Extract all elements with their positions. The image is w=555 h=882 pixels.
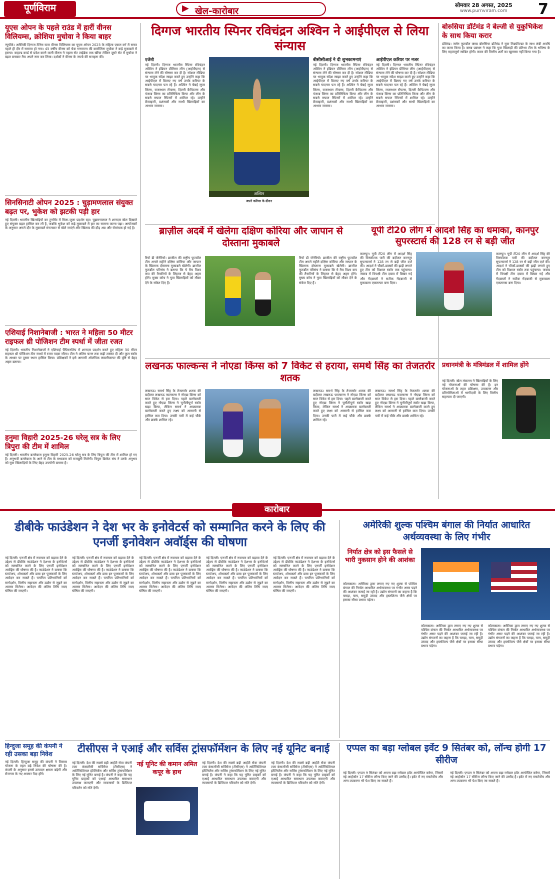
story-dbk-col5: नई दिल्ली। एनर्जी क्षेत्र में नवाचार को बढ़ावा देने के उद्देश्य से डीबीके फाउंडेशन ने देशभर के इनोवेटर्स को सम्मानित करने के लिए एनर्जी इनोवेशन अवॉर्ड्स की घोषणा की है। फाउंडेशन ने बताया कि स्टार्टअप, शोधकर्ता और छात्र इन पुरस्कारों के लिए आवेदन कर सकते हैं। चयनित प्रतिभागियों को मार्गदर्शन, वित्तीय सहायता और उद्योग से जुड़ने का अवसर मिलेगा। आवेदन की अंतिम तिथि जल्द घोषित की जाएगी। (273, 556, 335, 593)
story-lucknow-body2: लखनऊ। समर्थ सिंह के तेजतर्रार शतक की बदौलत लखनऊ फाल्कन्स ने नोएडा किंग्स को सात विकेट से हरा दिया। पहले बल्लेबाजी करते हुए नोएडा किंग्स ने चुनौतीपूर्ण स्कोर खड़ा किया, लेकिन समर्थ ने आक्रामक बल्लेबाजी करते हुए लक्ष्य को आसानी से हासिल करा दिया। उनकी पारी में कई चौके और छक्के शामिल रहे। (313, 389, 371, 422)
story-venus-body: न्यूयॉर्क। अमेरिकी दिग्गज टेनिस स्टार वीनस विलियम्स का यूएस ओपन 2025 के महिला एकल वर्ग में सफर पहले ही दौर में समाप्त हो गया। 45 वर्षीय वीनस को चेक गणराज्य की कारोलिना मुचोवा ने कड़े मुकाबले में हराया। वाइल्ड कार्ड से प्रवेश करने वाली वीनस ने पहला सेट टाईब्रेक तक खींचा लेकिन दूसरे सेट में मुचोवा ने बढ़त बनाकर मैच अपने नाम कर लिया। दर्शकों ने वीनस के जज्बे की सराहना की। (5, 43, 137, 60)
story-right2-body: नई दिल्ली। खेल मंत्रालय ने खिलाड़ियों के लिए नई योजनाओं की घोषणा की है। इन योजनाओं के तहत प्रशिक्षण, उपकरण और प्रतियोगिताओं में भागीदारी के लिए वित्तीय सहायता दी जाएगी। (442, 379, 498, 400)
page-number: 7 (538, 0, 549, 18)
story-tariff (343, 520, 550, 738)
story-upt20-body: कानपुर। यूपी टी20 लीग में आदर्श सिंह की विस्फोटक पारी की बदौलत कानपुर सुपरस्टार्स ने 128 रन से बड़ी जीत दर्ज की। आदर्श ने चौकों-छक्कों की झड़ी लगाते हुए टीम को विशाल स्कोर तक पहुंचाया। जवाब में विपक्षी टीम दबाव में बिखर गई और गेंदबाजों ने सटीक गेंदबाजी से मुकाबला एकतरफा बना दिया। (360, 252, 412, 285)
story-dortmund-title: बोरुसिया डॉर्टमंड ने बेल्जी से युकुभिकेश के साथ किया करार (442, 23, 543, 40)
karobar-label: कारोबार (232, 503, 322, 517)
lead-photo-label: अश्विन (209, 191, 309, 197)
lead-story (145, 23, 435, 223)
sports-icon: ▶ (182, 4, 189, 14)
right2-figure (516, 387, 536, 433)
story-brazil (145, 226, 357, 356)
tcs-logo (144, 801, 190, 821)
upt20-player (444, 262, 464, 310)
story-right2 (442, 361, 550, 499)
lead-body-col3: नई दिल्ली। दिग्गज भारतीय स्पिनर रविचंद्रन अश्विन ने इंडियन प्रीमियर लीग (आईपीएल) से संन्यास लेने की घोषणा कर दी है। सोशल मीडिया पर भावुक संदेश साझा करते हुए उन्होंने कहा कि आईपीएल में बिताए गए वर्ष उनके करियर के सबसे यादगार पल रहे हैं। अश्विन ने चेन्नई सुपर किंग्स, राजस्थान रॉयल्स, दिल्ली कैपिटल्स और पंजाब किंग्स का प्रतिनिधित्व किया और लीग के सबसे सफल स्पिनरों में शामिल रहे। उन्होंने फ्रेंचाइजी, प्रशंसकों और साथी खिलाड़ियों का आभार जताया। (376, 63, 435, 108)
story-dbk-col3: नई दिल्ली। एनर्जी क्षेत्र में नवाचार को बढ़ावा देने के उद्देश्य से डीबीके फाउंडेशन ने देशभर के इनोवेटर्स को सम्मानित करने के लिए एनर्जी इनोवेशन अवॉर्ड्स की घोषणा की है। फाउंडेशन ने बताया कि स्टार्टअप, शोधकर्ता और छात्र इन पुरस्कारों के लिए आवेदन कर सकते हैं। चयनित प्रतिभागियों को मार्गदर्शन, वित्तीय सहायता और उद्योग से जुड़ने का अवसर मिलेगा। आवेदन की अंतिम तिथि जल्द घोषित की जाएगी। (139, 556, 201, 593)
right2-photo (502, 379, 550, 439)
date-line: सोमवार 28 अगस्त, 2025 (455, 3, 513, 9)
story-brazil-body2: रियो डी जेनेरियो। ब्राजील की राष्ट्रीय फुटबॉल टीम अगले महीने दक्षिण कोरिया और जापान के खिलाफ दोस्ताना मुकाबले खेलेगी। ब्राजील फुटबॉल परिसंघ ने बताया कि ये मैच विश्व कप की तैयारियों के लिहाज से बेहद अहम होंगे। मुख्य कोच ने युवा खिलाड़ियों को मौका देने के संकेत दिए हैं। (299, 256, 357, 285)
brazil-player-b (255, 272, 271, 316)
story-tariff-title: अमेरिकी शुल्क पश्चिम बंगाल की निर्यात आधारित अर्थव्यवस्था के लिए गंभीर (362, 520, 531, 543)
masthead (0, 0, 555, 19)
story-tariff-kicker: निर्यात क्षेत्र को इस फैसले से भारी नुकसान होने की आशंका (345, 548, 415, 564)
story-lucknow-body3: लखनऊ। समर्थ सिंह के तेजतर्रार शतक की बदौलत लखनऊ फाल्कन्स ने नोएडा किंग्स को सात विकेट से हरा दिया। पहले बल्लेबाजी करते हुए नोएडा किंग्स ने चुनौतीपूर्ण स्कोर खड़ा किया, लेकिन समर्थ ने आक्रामक बल्लेबाजी करते हुए लक्ष्य को आसानी से हासिल करा दिया। उनकी पारी में कई चौके और छक्के शामिल रहे। (375, 389, 435, 418)
upt20-photo (416, 252, 492, 316)
story-tcs-kicker: नई यूनिट की कमान अमित कपूर के हाथ (136, 761, 198, 776)
lucknow-photo (205, 389, 309, 463)
story-tariff-body2: कोलकाता। अमेरिका द्वारा लगाए गए नए शुल्क से पश्चिम बंगाल की निर्यात आधारित अर्थव्यवस्था पर गंभीर असर पड़ने की आशंका जताई जा रही है। उद्योग संगठनों का कहना है कि चमड़ा, चाय, समुद्री उत्पाद और हस्तशिल्प जैसे क्षेत्रों पर इसका सीधा प्रभाव पड़ेगा। (421, 624, 483, 649)
lead-dateline: एजेंसी (145, 57, 154, 62)
story-apple-body2: नई दिल्ली। एप्पल 9 सितंबर को अपना बड़ा ग्लोबल इवेंट आयोजित करेगा, जिसमें नई आईफोन 17 सीरीज लॉन्च किए जाने की उम्मीद है। इवेंट में नए स्मार्टवॉच और अन्य उपकरण भी पेश किए जा सकते हैं। (450, 771, 550, 784)
story-upt20-title: यूपी टी20 लीग में आदर्श सिंह का धमाका, कानपुर सुपरस्टार्स की 128 रन से बड़ी जीत (371, 226, 539, 247)
brazil-photo (205, 256, 295, 326)
story-tcs-body2: नई दिल्ली। देश की सबसे बड़ी आईटी सेवा कंपनी टाटा कंसल्टेंसी सर्विसेज (टीसीएस) ने आर्टिफिशियल इंटेलिजेंस और सर्विस ट्रांसफॉर्मेशन के लिए नई यूनिट बनाई है। कंपनी ने कहा कि यह यूनिट ग्राहकों को एआई आधारित समाधान उपलब्ध कराएगी और व्यवसायों के डिजिटल परिवर्तन को गति देगी। (202, 761, 266, 786)
left-column (5, 23, 137, 499)
story-dortmund-body: डॉर्टमंड। जर्मन फुटबॉल क्लब बोरुसिया डॉर्टमंड ने युवा मिडफील्डर के साथ लंबी अवधि का करार किया है। क्लब प्रबंधन ने कहा कि युवा खिलाड़ी की प्रतिभा टीम के भविष्य के लिए महत्वपूर्ण साबित होगी। करार की वित्तीय शर्तों का खुलासा नहीं किया गया है। (442, 42, 550, 55)
story-vihari-body: नई दिल्ली। भारतीय बल्लेबाज हनुमा विहारी 2025-26 घरेलू सत्र के लिए त्रिपुरा की टीम में शामिल हो गए हैं। अनुभवी बल्लेबाज के आने से टीम के मध्यक्रम को मजबूती मिलेगी। त्रिपुरा क्रिकेट संघ ने उनके अनुभव को युवा खिलाड़ियों के लिए बेहद उपयोगी बताया है। (5, 453, 137, 466)
story-hinduja-body: नई दिल्ली। हिन्दुजा समूह की कंपनी ने विस्तार योजना के तहत बड़े निवेश की घोषणा की है। कंपनी के अनुसार इससे उत्पादन क्षमता बढ़ेगी और रोजगार के नए अवसर पैदा होंगे। (5, 760, 67, 777)
right-column (442, 23, 550, 223)
story-tcs-title: टीसीएस ने एआई और सर्विस ट्रांसफॉर्मेशन के लिए नई यूनिट बनाई (77, 743, 330, 755)
lead-body-col2: नई दिल्ली। दिग्गज भारतीय स्पिनर रविचंद्रन अश्विन ने इंडियन प्रीमियर लीग (आईपीएल) से संन्यास लेने की घोषणा कर दी है। सोशल मीडिया पर भावुक संदेश साझा करते हुए उन्होंने कहा कि आईपीएल में बिताए गए वर्ष उनके करियर के सबसे यादगार पल रहे हैं। अश्विन ने चेन्नई सुपर किंग्स, राजस्थान रॉयल्स, दिल्ली कैपिटल्स और पंजाब किंग्स का प्रतिनिधित्व किया और लीग के सबसे सफल स्पिनरों में शामिल रहे। उन्होंने फ्रेंचाइजी, प्रशंसकों और साथी खिलाड़ियों का आभार जताया। (313, 63, 373, 108)
story-cincinnati-title: सिनसिनाटी ओपन 2025 : चुड़ामणलाल संयुक्त बढ़त पर, भुकेश को झटकी पड़ी हार (5, 198, 133, 216)
story-brazil-title: ब्राज़ील अदर्बे में खेलेगा दक्षिण कोरिया और जापान से दोस्ताना मुकाबले (159, 226, 343, 249)
story-hinduja (5, 743, 67, 879)
karobar-banner (0, 503, 555, 517)
story-lucknow-body: लखनऊ। समर्थ सिंह के तेजतर्रार शतक की बदौलत लखनऊ फाल्कन्स ने नोएडा किंग्स को सात विकेट से हरा दिया। पहले बल्लेबाजी करते हुए नोएडा किंग्स ने चुनौतीपूर्ण स्कोर खड़ा किया, लेकिन समर्थ ने आक्रामक बल्लेबाजी करते हुए लक्ष्य को आसानी से हासिल करा दिया। उनकी पारी में कई चौके और छक्के शामिल रहे। (145, 389, 201, 422)
story-shooting-title: एशियाई निशानेबाजी : भारत ने महिला 50 मीटर राइफल थ्री पोजिशन टीम स्पर्धा में जीता रजत (5, 328, 133, 346)
brand-logo: पूर्णविराम (4, 1, 76, 17)
story-right2-title: प्रधानमंत्री के मंत्रिमंडल में शामिल होंगे (442, 361, 529, 369)
flag-india (433, 562, 479, 592)
story-venus-title: यूएस ओपन के पहले राउंड में हारीं वीनस विलियम्स, क्रोशिया मुचोवा ने किया बाहर (5, 23, 112, 41)
story-dbk-col4: नई दिल्ली। एनर्जी क्षेत्र में नवाचार को बढ़ावा देने के उद्देश्य से डीबीके फाउंडेशन ने देशभर के इनोवेटर्स को सम्मानित करने के लिए एनर्जी इनोवेशन अवॉर्ड्स की घोषणा की है। फाउंडेशन ने बताया कि स्टार्टअप, शोधकर्ता और छात्र इन पुरस्कारों के लिए आवेदन कर सकते हैं। चयनित प्रतिभागियों को मार्गदर्शन, वित्तीय सहायता और उद्योग से जुड़ने का अवसर मिलेगा। आवेदन की अंतिम तिथि जल्द घोषित की जाएगी। (206, 556, 268, 593)
story-tcs-body3: नई दिल्ली। देश की सबसे बड़ी आईटी सेवा कंपनी टाटा कंसल्टेंसी सर्विसेज (टीसीएस) ने आर्टिफिशियल इंटेलिजेंस और सर्विस ट्रांसफॉर्मेशन के लिए नई यूनिट बनाई है। कंपनी ने कहा कि यह यूनिट ग्राहकों को एआई आधारित समाधान उपलब्ध कराएगी और व्यवसायों के डिजिटल परिवर्तन को गति देगी। (271, 761, 335, 786)
story-upt20-body2: कानपुर। यूपी टी20 लीग में आदर्श सिंह की विस्फोटक पारी की बदौलत कानपुर सुपरस्टार्स ने 128 रन से बड़ी जीत दर्ज की। आदर्श ने चौकों-छक्कों की झड़ी लगाते हुए टीम को विशाल स्कोर तक पहुंचाया। जवाब में विपक्षी टीम दबाव में बिखर गई और गेंदबाजों ने सटीक गेंदबाजी से मुकाबला एकतरफा बना दिया। (496, 252, 550, 285)
lead-subhead1: बीसीसीआई ने दी शुभकामनाएं (313, 58, 362, 63)
player-figure (234, 75, 280, 185)
section-banner (176, 2, 326, 16)
lucknow-player-a (223, 403, 243, 457)
story-vihari-title: हनुमा विहारी 2025-26 घरेलू सत्र के लिए त्रिपुरा की टीम में शामिल (5, 433, 121, 451)
lead-body-col1: नई दिल्ली। दिग्गज भारतीय स्पिनर रविचंद्रन अश्विन ने इंडियन प्रीमियर लीग (आईपीएल) से संन्यास लेने की घोषणा कर दी है। सोशल मीडिया पर भावुक संदेश साझा करते हुए उन्होंने कहा कि आईपीएल में बिताए गए वर्ष उनके करियर के सबसे यादगार पल रहे हैं। अश्विन ने चेन्नई सुपर किंग्स, राजस्थान रॉयल्स, दिल्ली कैपिटल्स और पंजाब किंग्स का प्रतिनिधित्व किया और लीग के सबसे सफल स्पिनरों में शामिल रहे। उन्होंने फ्रेंचाइजी, प्रशंसकों और साथी खिलाड़ियों का आभार जताया। (145, 63, 205, 108)
tariff-photo (421, 548, 550, 620)
story-tcs-body: नई दिल्ली। देश की सबसे बड़ी आईटी सेवा कंपनी टाटा कंसल्टेंसी सर्विसेज (टीसीएस) ने आर्टिफिशियल इंटेलिजेंस और सर्विस ट्रांसफॉर्मेशन के लिए नई यूनिट बनाई है। कंपनी ने कहा कि यह यूनिट ग्राहकों को एआई आधारित समाधान उपलब्ध कराएगी और व्यवसायों के डिजिटल परिवर्तन को गति देगी। (72, 761, 132, 790)
story-hinduja-title: हिन्दुजा समूह की कंपनी ने रही उसका बड़ा निवेश (5, 743, 63, 758)
story-tariff-body3: कोलकाता। अमेरिका द्वारा लगाए गए नए शुल्क से पश्चिम बंगाल की निर्यात आधारित अर्थव्यवस्था पर गंभीर असर पड़ने की आशंका जताई जा रही है। उद्योग संगठनों का कहना है कि चमड़ा, चाय, समुद्री उत्पाद और हस्तशिल्प जैसे क्षेत्रों पर इसका सीधा प्रभाव पड़ेगा। (488, 624, 550, 649)
story-tcs (72, 743, 335, 879)
website: www.purnviram.com (460, 9, 508, 14)
lead-subhead2: आईपीएल करियर पर नजर (376, 58, 419, 63)
tcs-photo (136, 787, 198, 835)
story-tariff-body: कोलकाता। अमेरिका द्वारा लगाए गए नए शुल्क से पश्चिम बंगाल की निर्यात आधारित अर्थव्यवस्था पर गंभीर असर पड़ने की आशंका जताई जा रही है। उद्योग संगठनों का कहना है कि चमड़ा, चाय, समुद्री उत्पाद और हस्तशिल्प जैसे क्षेत्रों पर इसका सीधा प्रभाव पड़ेगा। (343, 582, 417, 603)
story-brazil-body: रियो डी जेनेरियो। ब्राजील की राष्ट्रीय फुटबॉल टीम अगले महीने दक्षिण कोरिया और जापान के खिलाफ दोस्ताना मुकाबले खेलेगी। ब्राजील फुटबॉल परिसंघ ने बताया कि ये मैच विश्व कप की तैयारियों के लिहाज से बेहद अहम होंगे। मुख्य कोच ने युवा खिलाड़ियों को मौका देने के संकेत दिए हैं। (145, 256, 201, 285)
section-title: खेल-कारोबार (195, 7, 239, 16)
story-apple (343, 743, 550, 879)
lucknow-player-b (259, 399, 281, 457)
lead-photo-caption: अपने करियर के दौरान (246, 199, 272, 203)
story-shooting-body: नई दिल्ली। भारतीय निशानेबाजों ने एशियाई चैंपियनशिप में शानदार प्रदर्शन करते हुए महिला 50 मीटर राइफल थ्री पोजिशन टीम स्पर्धा में रजत पदक जीता। टीम ने अंतिम चरण तक कड़ी टक्कर दी और कुल स्कोर के आधार पर दूसरा स्थान हासिल किया। प्रशिक्षकों ने इसे आगामी ओलंपिक क्वालीफायर की दृष्टि से बेहद अहम बताया। (5, 348, 137, 365)
story-upt20 (360, 226, 550, 356)
story-lucknow (145, 361, 435, 499)
lead-photo (209, 57, 309, 197)
brazil-player-a (225, 268, 241, 316)
story-lucknow-title: लखनऊ फाल्कन्स ने नोएडा किंग्स को 7 विकेट से हराया, समर्थ सिंह का तेजतर्रार शतक (145, 361, 435, 384)
lead-headline: दिग्गज भारतीय स्पिनर रविचंद्रन अश्विन ने आईपीएल से लिया संन्यास (151, 23, 429, 53)
story-cincinnati-body: नई दिल्ली। भारतीय खिलाड़ियों का टूर्नामेंट में मिला-जुला प्रदर्शन रहा। चुड़ामणलाल ने शानदार खेल दिखाते हुए संयुक्त बढ़त हासिल कर ली है, जबकि भुकेश को कड़े मुकाबले में हार का सामना करना पड़ा। आयोजकों के अनुसार अगले दौर के मुकाबले मंगलवार से खेले जाएंगे और खिताब की दौड़ अब और रोमांचक हो गई है। (5, 218, 137, 231)
story-dbk-col1: नई दिल्ली। एनर्जी क्षेत्र में नवाचार को बढ़ावा देने के उद्देश्य से डीबीके फाउंडेशन ने देशभर के इनोवेटर्स को सम्मानित करने के लिए एनर्जी इनोवेशन अवॉर्ड्स की घोषणा की है। फाउंडेशन ने बताया कि स्टार्टअप, शोधकर्ता और छात्र इन पुरस्कारों के लिए आवेदन कर सकते हैं। चयनित प्रतिभागियों को मार्गदर्शन, वित्तीय सहायता और उद्योग से जुड़ने का अवसर मिलेगा। आवेदन की अंतिम तिथि जल्द घोषित की जाएगी। (5, 556, 67, 593)
story-apple-body: नई दिल्ली। एप्पल 9 सितंबर को अपना बड़ा ग्लोबल इवेंट आयोजित करेगा, जिसमें नई आईफोन 17 सीरीज लॉन्च किए जाने की उम्मीद है। इवेंट में नए स्मार्टवॉच और अन्य उपकरण भी पेश किए जा सकते हैं। (343, 771, 443, 784)
flag-usa-canton (491, 562, 511, 578)
story-apple-title: एप्पल का बड़ा ग्लोबल इवेंट 9 सितंबर को, लॉन्च होगी 17 सीरीज (346, 743, 547, 766)
story-dbk (5, 520, 335, 738)
story-dbk-title: डीबीके फाउंडेशन ने देश भर के इनोवेटर्स को सम्मानित करने के लिए की एनर्जी इनोवेशन अवॉर्ड्स की घोषणा (14, 520, 326, 549)
story-dbk-col2: नई दिल्ली। एनर्जी क्षेत्र में नवाचार को बढ़ावा देने के उद्देश्य से डीबीके फाउंडेशन ने देशभर के इनोवेटर्स को सम्मानित करने के लिए एनर्जी इनोवेशन अवॉर्ड्स की घोषणा की है। फाउंडेशन ने बताया कि स्टार्टअप, शोधकर्ता और छात्र इन पुरस्कारों के लिए आवेदन कर सकते हैं। चयनित प्रतिभागियों को मार्गदर्शन, वित्तीय सहायता और उद्योग से जुड़ने का अवसर मिलेगा। आवेदन की अंतिम तिथि जल्द घोषित की जाएगी। (72, 556, 134, 593)
